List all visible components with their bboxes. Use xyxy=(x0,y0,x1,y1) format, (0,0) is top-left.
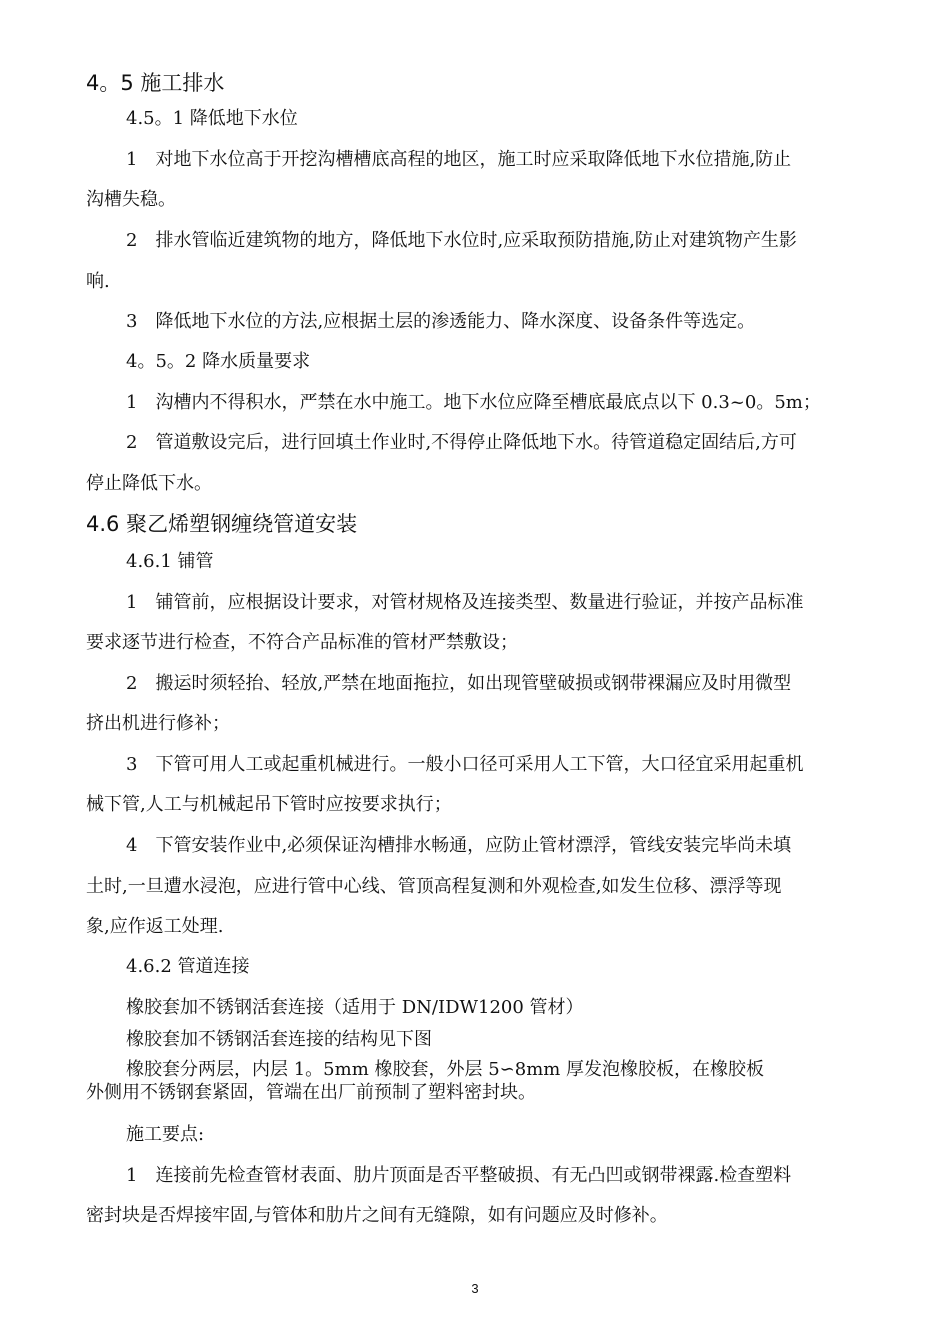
paragraph-line: 响. xyxy=(86,271,110,292)
paragraph-line: 1 沟槽内不得积水，严禁在水中施工。地下水位应降至槽底最底点以下 0.3~0。5m； xyxy=(126,392,821,413)
paragraph-line: 橡胶套加不锈钢活套连接的结构见下图 xyxy=(126,1029,432,1050)
subsection-heading-4-5-1: 4.5。1 降低地下水位 xyxy=(126,108,298,129)
paragraph-line: 要求逐节进行检查，不符合产品标准的管材严禁敷设； xyxy=(86,632,518,653)
paragraph-line: 象,应作返工处理. xyxy=(86,916,224,937)
paragraph-line: 3 降低地下水位的方法,应根据土层的渗透能力、降水深度、设备条件等选定。 xyxy=(126,311,756,332)
paragraph-line: 橡胶套分两层，内层 1。5mm 橡胶套，外层 5∽8mm 厚发泡橡胶板，在橡胶板 xyxy=(126,1059,765,1080)
paragraph-line: 沟槽失稳。 xyxy=(86,189,176,210)
paragraph-line: 2 排水管临近建筑物的地方，降低地下水位时,应采取预防措施,防止对建筑物产生影 xyxy=(126,230,797,251)
paragraph-line: 停止降低下水。 xyxy=(86,473,212,494)
section-heading-4-6: 4.6 聚乙烯塑钢缠绕管道安装 xyxy=(86,512,358,536)
paragraph-line: 1 铺管前，应根据设计要求，对管材规格及连接类型、数量进行验证，并按产品标准 xyxy=(126,592,804,613)
paragraph-line: 外侧用不锈钢套紧固，管端在出厂前预制了塑料密封块。 xyxy=(86,1082,536,1103)
paragraph-line: 土时,一旦遭水浸泡，应进行管中心线、管顶高程复测和外观检查,如发生位移、漂浮等现 xyxy=(86,876,782,897)
paragraph-line: 挤出机进行修补； xyxy=(86,713,230,734)
subsection-heading-4-6-2: 4.6.2 管道连接 xyxy=(126,956,250,977)
construction-points-label: 施工要点: xyxy=(126,1124,205,1145)
paragraph-line: 橡胶套加不锈钢活套连接（适用于 DN/IDW1200 管材） xyxy=(126,997,584,1018)
paragraph-line: 4 下管安装作业中,必须保证沟槽排水畅通，应防止管材漂浮，管线安装完毕尚未填 xyxy=(126,835,792,856)
section-heading-4-5: 4。5 施工排水 xyxy=(86,71,225,95)
subsection-heading-4-6-1: 4.6.1 铺管 xyxy=(126,551,214,572)
paragraph-line: 3 下管可用人工或起重机械进行。一般小口径可采用人工下管，大口径宜采用起重机 xyxy=(126,754,804,775)
page-number: 3 xyxy=(471,1281,479,1296)
paragraph-line: 械下管,人工与机械起吊下管时应按要求执行； xyxy=(86,794,452,815)
paragraph-line: 密封块是否焊接牢固,与管体和肋片之间有无缝隙，如有问题应及时修补。 xyxy=(86,1205,668,1226)
subsection-heading-4-5-2: 4。5。2 降水质量要求 xyxy=(126,351,311,372)
paragraph-line: 1 连接前先检查管材表面、肋片顶面是否平整破损、有无凸凹或钢带裸露.检查塑料 xyxy=(126,1165,792,1186)
paragraph-line: 2 管道敷设完后，进行回填土作业时,不得停止降低地下水。待管道稳定固结后,方可 xyxy=(126,432,797,453)
paragraph-line: 1 对地下水位高于开挖沟槽槽底高程的地区，施工时应采取降低地下水位措施,防止 xyxy=(126,149,792,170)
paragraph-line: 2 搬运时须轻抬、轻放,严禁在地面拖拉，如出现管壁破损或钢带裸漏应及时用微型 xyxy=(126,673,792,694)
